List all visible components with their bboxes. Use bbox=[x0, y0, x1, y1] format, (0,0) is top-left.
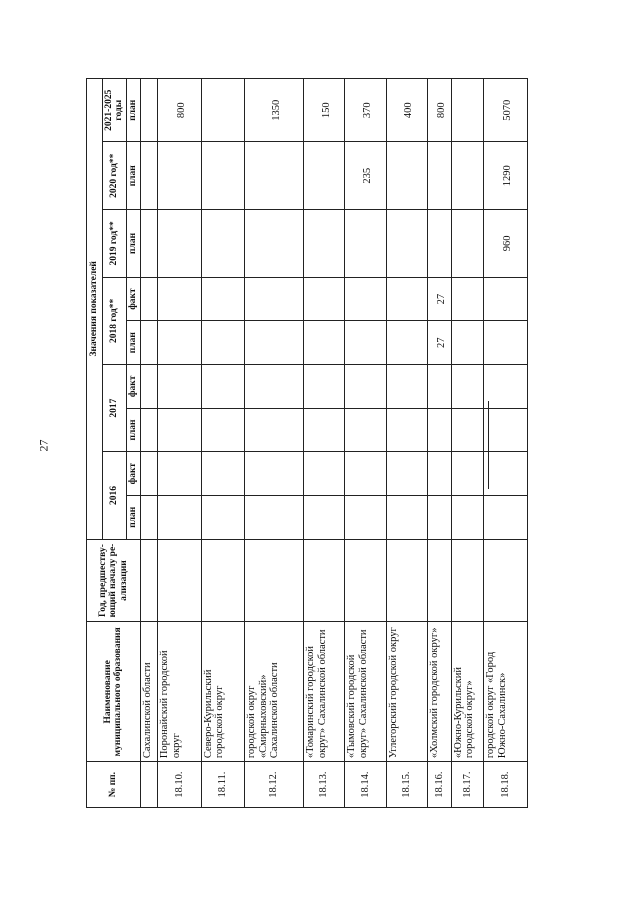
header-plan: план bbox=[126, 210, 140, 278]
value-plan2019 bbox=[427, 210, 451, 278]
value-plan2020: 235 bbox=[345, 142, 386, 210]
value-fact2016 bbox=[427, 452, 451, 496]
row-number: 18.12. bbox=[245, 762, 304, 808]
value-plan2017 bbox=[451, 408, 484, 452]
value-fact2016 bbox=[158, 452, 201, 496]
value-plan2018 bbox=[386, 321, 427, 365]
table-row bbox=[345, 79, 386, 808]
indicators-table bbox=[86, 78, 528, 808]
value-fact2017 bbox=[158, 365, 201, 409]
header-plan: план bbox=[126, 495, 140, 539]
row-name: городской округ «Смирныховский» Сахалинской области bbox=[245, 622, 304, 762]
value-plan2018: 27 bbox=[427, 321, 451, 365]
base-year-cell bbox=[345, 539, 386, 622]
value-plan2021: 5070 bbox=[484, 79, 528, 142]
value-plan2018 bbox=[245, 321, 304, 365]
value-plan2020: 1290 bbox=[484, 142, 528, 210]
value-fact2018: 27 bbox=[427, 277, 451, 321]
header-2020: 2020 год** bbox=[103, 142, 127, 210]
table-row bbox=[158, 79, 201, 808]
value-fact2018 bbox=[201, 277, 244, 321]
value-plan2017 bbox=[484, 408, 528, 452]
value-plan2019 bbox=[303, 210, 344, 278]
base-year-cell bbox=[451, 539, 484, 622]
value-plan2016 bbox=[140, 495, 157, 539]
value-fact2018 bbox=[451, 277, 484, 321]
value-plan2021: 400 bbox=[386, 79, 427, 142]
base-year-cell bbox=[158, 539, 201, 622]
row-number: 18.18. bbox=[484, 762, 528, 808]
value-plan2020 bbox=[303, 142, 344, 210]
value-plan2021: 1350 bbox=[245, 79, 304, 142]
value-plan2020 bbox=[245, 142, 304, 210]
value-plan2019 bbox=[201, 210, 244, 278]
value-plan2017 bbox=[140, 408, 157, 452]
table-row bbox=[303, 79, 344, 808]
row-number: 18.17. bbox=[451, 762, 484, 808]
value-plan2016 bbox=[484, 495, 528, 539]
value-plan2019 bbox=[245, 210, 304, 278]
value-plan2019: 960 bbox=[484, 210, 528, 278]
row-number: 18.10. bbox=[158, 762, 201, 808]
row-number bbox=[140, 762, 157, 808]
value-plan2016 bbox=[386, 495, 427, 539]
value-fact2016 bbox=[484, 452, 528, 496]
row-name: Сахалинской области bbox=[140, 622, 157, 762]
value-fact2016 bbox=[201, 452, 244, 496]
value-fact2016 bbox=[140, 452, 157, 496]
value-plan2017 bbox=[303, 408, 344, 452]
value-fact2018 bbox=[345, 277, 386, 321]
value-plan2019 bbox=[386, 210, 427, 278]
base-year-cell bbox=[427, 539, 451, 622]
value-fact2018 bbox=[245, 277, 304, 321]
base-year-cell bbox=[484, 539, 528, 622]
value-plan2017 bbox=[245, 408, 304, 452]
header-plan: план bbox=[126, 408, 140, 452]
value-plan2016 bbox=[303, 495, 344, 539]
row-name: «Тымовский городской округ» Сахалинской области bbox=[345, 622, 386, 762]
base-year-cell bbox=[303, 539, 344, 622]
value-plan2018 bbox=[484, 321, 528, 365]
row-name: Поронайский городской округ bbox=[158, 622, 201, 762]
value-fact2017 bbox=[451, 365, 484, 409]
value-plan2016 bbox=[451, 495, 484, 539]
header-2017: 2017 bbox=[103, 365, 127, 452]
value-plan2021: 800 bbox=[427, 79, 451, 142]
header-base-year: Год, предшеству-ющий началу ре-ализации bbox=[87, 539, 141, 622]
value-plan2020 bbox=[427, 142, 451, 210]
value-plan2020 bbox=[386, 142, 427, 210]
row-number: 18.13. bbox=[303, 762, 344, 808]
table-row bbox=[484, 79, 528, 808]
value-plan2020 bbox=[451, 142, 484, 210]
value-plan2020 bbox=[158, 142, 201, 210]
base-year-cell bbox=[386, 539, 427, 622]
row-name: «Томаринский городской округ» Сахалинской области bbox=[303, 622, 344, 762]
value-plan2021 bbox=[201, 79, 244, 142]
value-plan2021: 370 bbox=[345, 79, 386, 142]
value-fact2017 bbox=[201, 365, 244, 409]
base-year-cell bbox=[140, 539, 157, 622]
value-plan2018 bbox=[140, 321, 157, 365]
header-2018: 2018 год** bbox=[103, 277, 127, 364]
header-plan: план bbox=[126, 321, 140, 365]
table-row bbox=[201, 79, 244, 808]
value-plan2017 bbox=[427, 408, 451, 452]
table-row bbox=[451, 79, 484, 808]
value-plan2017 bbox=[345, 408, 386, 452]
value-plan2017 bbox=[201, 408, 244, 452]
table-row bbox=[427, 79, 451, 808]
value-plan2018 bbox=[303, 321, 344, 365]
value-fact2016 bbox=[345, 452, 386, 496]
header-2019: 2019 год** bbox=[103, 210, 127, 278]
value-plan2021 bbox=[451, 79, 484, 142]
value-plan2019 bbox=[140, 210, 157, 278]
row-name: «Южно-Курильский городской округ» bbox=[451, 622, 484, 762]
row-name: Углегорский городской округ bbox=[386, 622, 427, 762]
value-fact2017 bbox=[345, 365, 386, 409]
value-fact2016 bbox=[451, 452, 484, 496]
header-name: Наименование муниципального образования bbox=[87, 622, 141, 762]
value-plan2017 bbox=[158, 408, 201, 452]
header-fact: факт bbox=[126, 365, 140, 409]
value-plan2021: 800 bbox=[158, 79, 201, 142]
row-number: 18.15. bbox=[386, 762, 427, 808]
value-plan2020 bbox=[201, 142, 244, 210]
value-plan2016 bbox=[345, 495, 386, 539]
header-plan: план bbox=[126, 142, 140, 210]
value-plan2016 bbox=[427, 495, 451, 539]
value-plan2018 bbox=[158, 321, 201, 365]
rotated-table-container bbox=[86, 78, 528, 808]
table-row bbox=[386, 79, 427, 808]
table-body bbox=[140, 79, 527, 808]
value-plan2016 bbox=[245, 495, 304, 539]
value-plan2018 bbox=[201, 321, 244, 365]
value-plan2018 bbox=[345, 321, 386, 365]
value-plan2017 bbox=[386, 408, 427, 452]
row-name: «Холмский городской округ» bbox=[427, 622, 451, 762]
header-2021-2025: 2021-2025 годы bbox=[103, 79, 127, 142]
row-number: 18.14. bbox=[345, 762, 386, 808]
header-num: № пп. bbox=[87, 762, 141, 808]
page-number: 27 bbox=[36, 439, 51, 452]
header-values: Значения показателей bbox=[87, 79, 103, 540]
table-row bbox=[245, 79, 304, 808]
value-fact2017 bbox=[140, 365, 157, 409]
value-fact2017 bbox=[427, 365, 451, 409]
value-plan2019 bbox=[345, 210, 386, 278]
value-fact2017 bbox=[484, 365, 528, 409]
header-fact: факт bbox=[126, 277, 140, 321]
value-fact2018 bbox=[303, 277, 344, 321]
value-plan2020 bbox=[140, 142, 157, 210]
value-fact2018 bbox=[484, 277, 528, 321]
value-plan2019 bbox=[451, 210, 484, 278]
value-fact2017 bbox=[245, 365, 304, 409]
value-fact2016 bbox=[386, 452, 427, 496]
value-plan2021 bbox=[140, 79, 157, 142]
value-plan2018 bbox=[451, 321, 484, 365]
row-name: городской округ «Город Южно-Сахалинск» bbox=[484, 622, 528, 762]
row-number: 18.16. bbox=[427, 762, 451, 808]
value-fact2018 bbox=[140, 277, 157, 321]
value-plan2019 bbox=[158, 210, 201, 278]
value-fact2017 bbox=[386, 365, 427, 409]
header-fact: факт bbox=[126, 452, 140, 496]
value-fact2018 bbox=[158, 277, 201, 321]
value-plan2021: 150 bbox=[303, 79, 344, 142]
value-plan2016 bbox=[201, 495, 244, 539]
value-fact2017 bbox=[303, 365, 344, 409]
value-plan2016 bbox=[158, 495, 201, 539]
row-number: 18.11. bbox=[201, 762, 244, 808]
table-row bbox=[140, 79, 157, 808]
base-year-cell bbox=[245, 539, 304, 622]
row-name: Северо-Курильский городской округ bbox=[201, 622, 244, 762]
value-fact2016 bbox=[245, 452, 304, 496]
header-plan: план bbox=[126, 79, 140, 142]
value-fact2018 bbox=[386, 277, 427, 321]
value-fact2016 bbox=[303, 452, 344, 496]
base-year-cell bbox=[201, 539, 244, 622]
header-2016: 2016 bbox=[103, 452, 127, 539]
